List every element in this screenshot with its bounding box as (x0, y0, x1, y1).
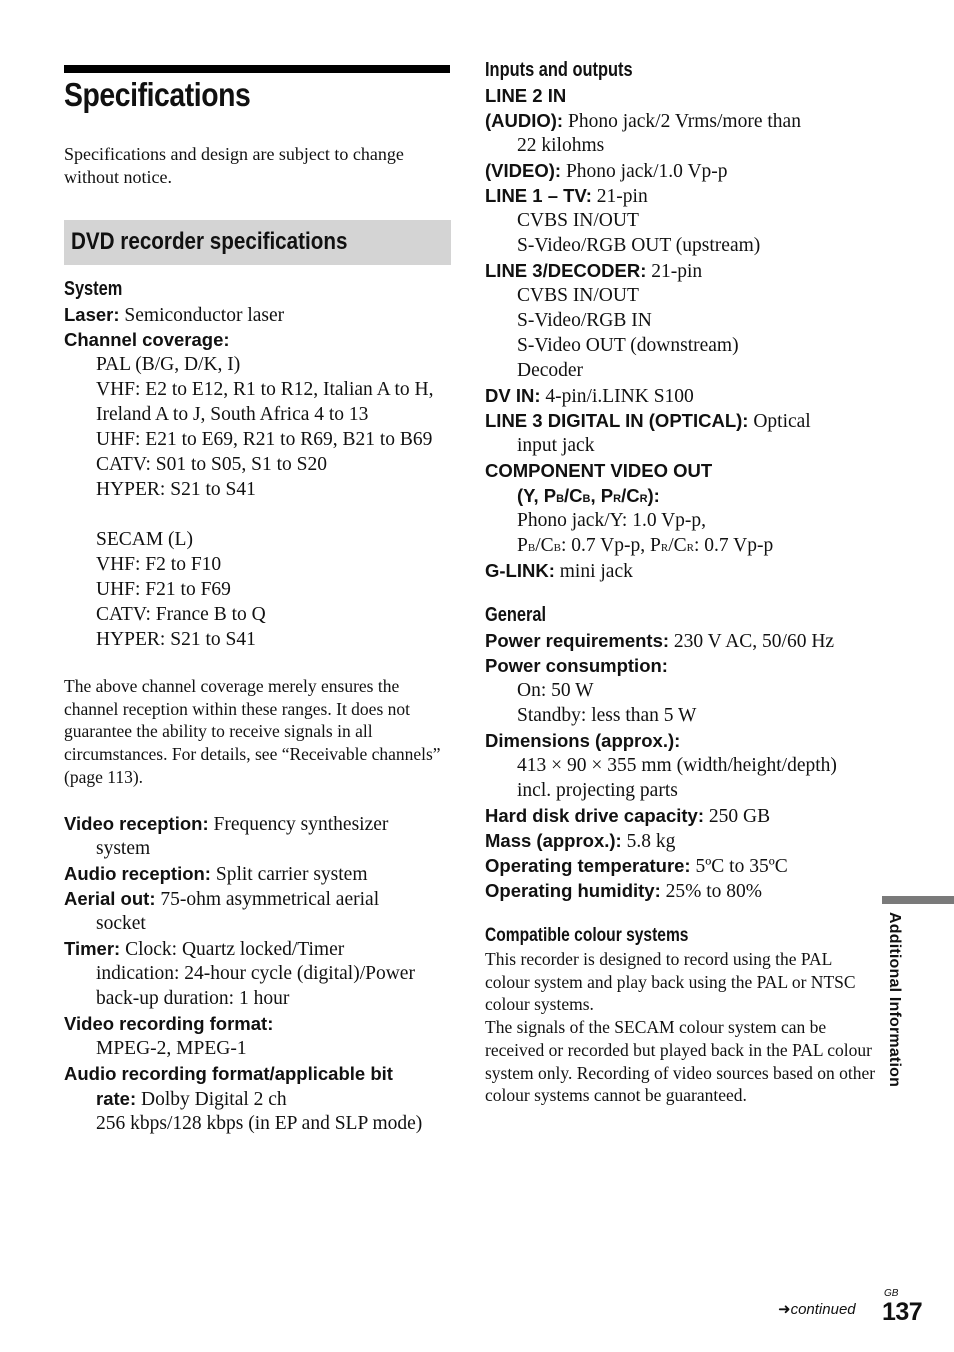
secam-line: SECAM (L) (96, 529, 193, 550)
general-heading: General (485, 604, 547, 626)
audio-recording-format-value: rate: Dolby Digital 2 ch (96, 1088, 287, 1110)
colour-para-2: The signals of the SECAM colour system can be received or recorded but played back in the PAL colour system only. Recording of video sources based on other colour systems cannot be guaranteed. (485, 1017, 876, 1106)
optical-in-spec: LINE 3 DIGITAL IN (OPTICAL): Optical (485, 410, 811, 432)
video-recording-format-label: Video recording format: (64, 1013, 274, 1034)
humidity-spec: Operating humidity: 25% to 80% (485, 880, 763, 902)
general-section: General Power requirements: 230 V AC, 50/60 Hz Power consumption: On: 50 W Standby: less than 5 W Dimensions (approx.): 413 × 90 × 355 mm (width/height/depth) incl. projecting parts Hard disk drive capacity: 250 GB Mass (approx.): 5.8 kg Operating temperature: 5ºC to 35ºC Operating humidity: 25% to 80% (485, 603, 880, 903)
left-column (64, 277, 452, 652)
section-band-title: DVD recorder specifications (71, 228, 348, 255)
mass-spec: Mass (approx.): 5.8 kg (485, 830, 676, 852)
side-tab-bar (882, 896, 954, 904)
pal-line: UHF: E21 to E69, R21 to R69, B21 to B69 (96, 429, 433, 450)
secam-line: HYPER: S21 to S41 (96, 629, 256, 650)
power-consumption-label: Power consumption: (485, 655, 668, 676)
audio-recording-format-label: Audio recording format/applicable bit (64, 1063, 393, 1084)
side-tab-label: Additional Information (886, 912, 903, 1088)
line3-spec: LINE 3/DECODER: 21-pin (485, 260, 703, 282)
component-video-sub: (Y, PB/CB, PR/CR): (517, 485, 660, 506)
pal-line: CATV: S01 to S05, S1 to S20 (96, 454, 327, 475)
channel-coverage-label: Channel coverage: (64, 329, 230, 350)
colour-systems-heading: Compatible colour systems (485, 925, 689, 946)
secam-line: CATV: France B to Q (96, 604, 266, 625)
line2-video-spec: (VIDEO): Phono jack/1.0 Vp-p (485, 160, 728, 182)
video-reception-spec: Video reception: Frequency synthesizer (64, 813, 389, 835)
line1-spec: LINE 1 – TV: 21-pin (485, 185, 648, 207)
secam-line: UHF: F21 to F69 (96, 579, 231, 600)
component-video-label: COMPONENT VIDEO OUT (485, 460, 713, 481)
page-number: 137 (882, 1298, 923, 1326)
aerial-out-spec: Aerial out: 75-ohm asymmetrical aerial (64, 888, 380, 910)
g-link-spec: G-LINK: mini jack (485, 560, 633, 582)
arrow-right-icon: ➜ (778, 1301, 791, 1318)
colour-systems-section (485, 923, 880, 1107)
dv-in-spec: DV IN: 4-pin/i.LINK S100 (485, 385, 694, 407)
pal-line: VHF: E2 to E12, R1 to R12, Italian A to H, (96, 379, 434, 400)
component-video-line2: PB/CB: 0.7 Vp-p, PR/CR: 0.7 Vp-p (517, 535, 774, 556)
intro-text: Specifications and design are subject to change without notice. (64, 144, 404, 187)
channel-note: The above channel coverage merely ensures the channel reception within these ranges. It does not guarantee the ability to receive signals in all circumstances. For details, see “Receivable channels” (page 113). (64, 676, 441, 787)
dimensions-label: Dimensions (approx.): (485, 730, 681, 751)
laser-spec: Laser: Semiconductor laser (64, 304, 285, 326)
pal-line: HYPER: S21 to S41 (96, 479, 256, 500)
region-code: GB (884, 1288, 899, 1299)
secam-line: VHF: F2 to F10 (96, 554, 222, 575)
right-column: Inputs and outputs LINE 2 IN (AUDIO): Phono jack/2 Vrms/more than 22 kilohms (VIDEO): Phono jack/1.0 Vp-p LINE 1 – TV: 21-pin CVBS IN/OUT S-Video/RGB OUT (upstream) LINE 3/DECODER: 21-pin CVBS IN/OUT S-Video/RGB IN S-Video OUT (downstream) Decoder DV IN: 4-pin/i.LINK S100 LINE 3 DIGITAL IN (OPTICAL): Optical input jack COMPONENT VIDEO OUT (Y, PB/CB, PR/CR): Phono jack/Y: 1.0 Vp-p, PB/CB: 0.7 Vp-p, PR/CR: 0.7 Vp-p G-LINK: mini jack (485, 58, 880, 583)
title-rule (64, 65, 450, 73)
temperature-spec: Operating temperature: 5ºC to 35ºC (485, 855, 788, 877)
pal-line: PAL (B/G, D/K, I) (96, 354, 241, 375)
pal-line: Ireland A to J, South Africa 4 to 13 (96, 404, 369, 425)
colour-para-1: This recorder is designed to record using the PAL colour system and play back using the PAL or NTSC colour systems. (485, 949, 856, 1015)
page-title: Specifications (64, 76, 251, 113)
video-recording-format-value: MPEG-2, MPEG-1 (96, 1038, 247, 1059)
continued-label: ➜continued (778, 1301, 856, 1318)
audio-reception-spec: Audio reception: Split carrier system (64, 863, 368, 885)
line2-label: LINE 2 IN (485, 85, 567, 106)
hdd-spec: Hard disk drive capacity: 250 GB (485, 805, 771, 827)
inputs-outputs-heading: Inputs and outputs (485, 59, 633, 81)
system-heading: System (64, 278, 123, 300)
left-column-lower: Video reception: Frequency synthesizer system Audio reception: Split carrier system Aerial out: 75-ohm asymmetrical aerial socket Timer: Clock: Quartz locked/Timer indication: 24-hour cycle (digital)/Power back-up duration: 1 hour Video recording format: MPEG-2, MPEG-1 Audio recording format/applicable bit rate: Dolby Digital 2 ch 256 kbps/128 kbps (in EP and SLP mode) (64, 811, 452, 1136)
timer-spec: Timer: Clock: Quartz locked/Timer (64, 938, 345, 960)
line2-audio-spec: (AUDIO): Phono jack/2 Vrms/more than (485, 110, 801, 132)
power-req-spec: Power requirements: 230 V AC, 50/60 Hz (485, 630, 835, 652)
